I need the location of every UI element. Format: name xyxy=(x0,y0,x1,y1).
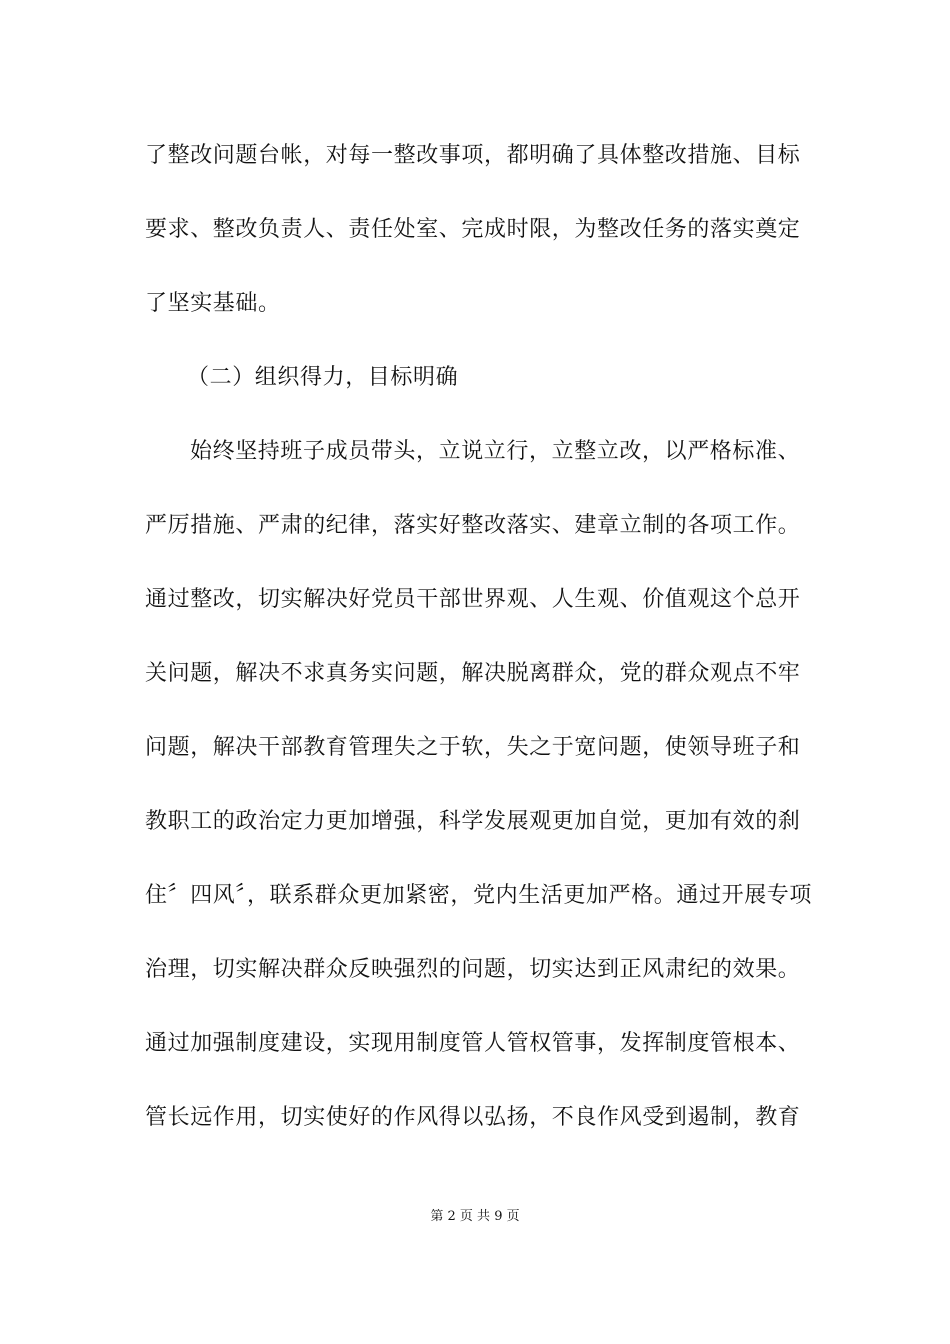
text-line: 了坚实基础。 xyxy=(145,291,281,316)
text-line: 治理，切实解决群众反映强烈的问题，切实达到正风肃纪的效果。 xyxy=(145,957,801,982)
text-line: 通过整改，切实解决好党员干部世界观、人生观、价值观这个总开 xyxy=(145,587,801,612)
text-line: 了整改问题台帐，对每一整改事项，都明确了具体整改措施、目标 xyxy=(145,143,801,168)
text-line: 关问题，解决不求真务实问题，解决脱离群众，党的群众观点不牢 xyxy=(145,661,801,686)
text-line: 始终坚持班子成员带头，立说立行，立整立改，以严格标准、 xyxy=(190,439,801,464)
text-line: 要求、整改负责人、责任处室、完成时限，为整改任务的落实奠定 xyxy=(145,217,801,242)
text-line: 问题，解决干部教育管理失之于软，失之于宽问题，使领导班子和 xyxy=(145,735,801,760)
page-number-footer: 第 2 页 共 9 页 xyxy=(430,1209,520,1224)
text-line: 严厉措施、严肃的纪律，落实好整改落实、建章立制的各项工作。 xyxy=(145,513,801,538)
text-line: 教职工的政治定力更加增强，科学发展观更加自觉，更加有效的刹 xyxy=(145,809,801,834)
text-line: 住〞四风〞，联系群众更加紧密，党内生活更加严格。通过开展专项 xyxy=(145,883,813,908)
section-heading: （二）组织得力，目标明确 xyxy=(187,365,459,390)
text-line: 管长远作用，切实使好的作风得以弘扬，不良作风受到遏制，教育 xyxy=(145,1105,801,1130)
text-line: 通过加强制度建设，实现用制度管人管权管事，发挥制度管根本、 xyxy=(145,1031,801,1056)
